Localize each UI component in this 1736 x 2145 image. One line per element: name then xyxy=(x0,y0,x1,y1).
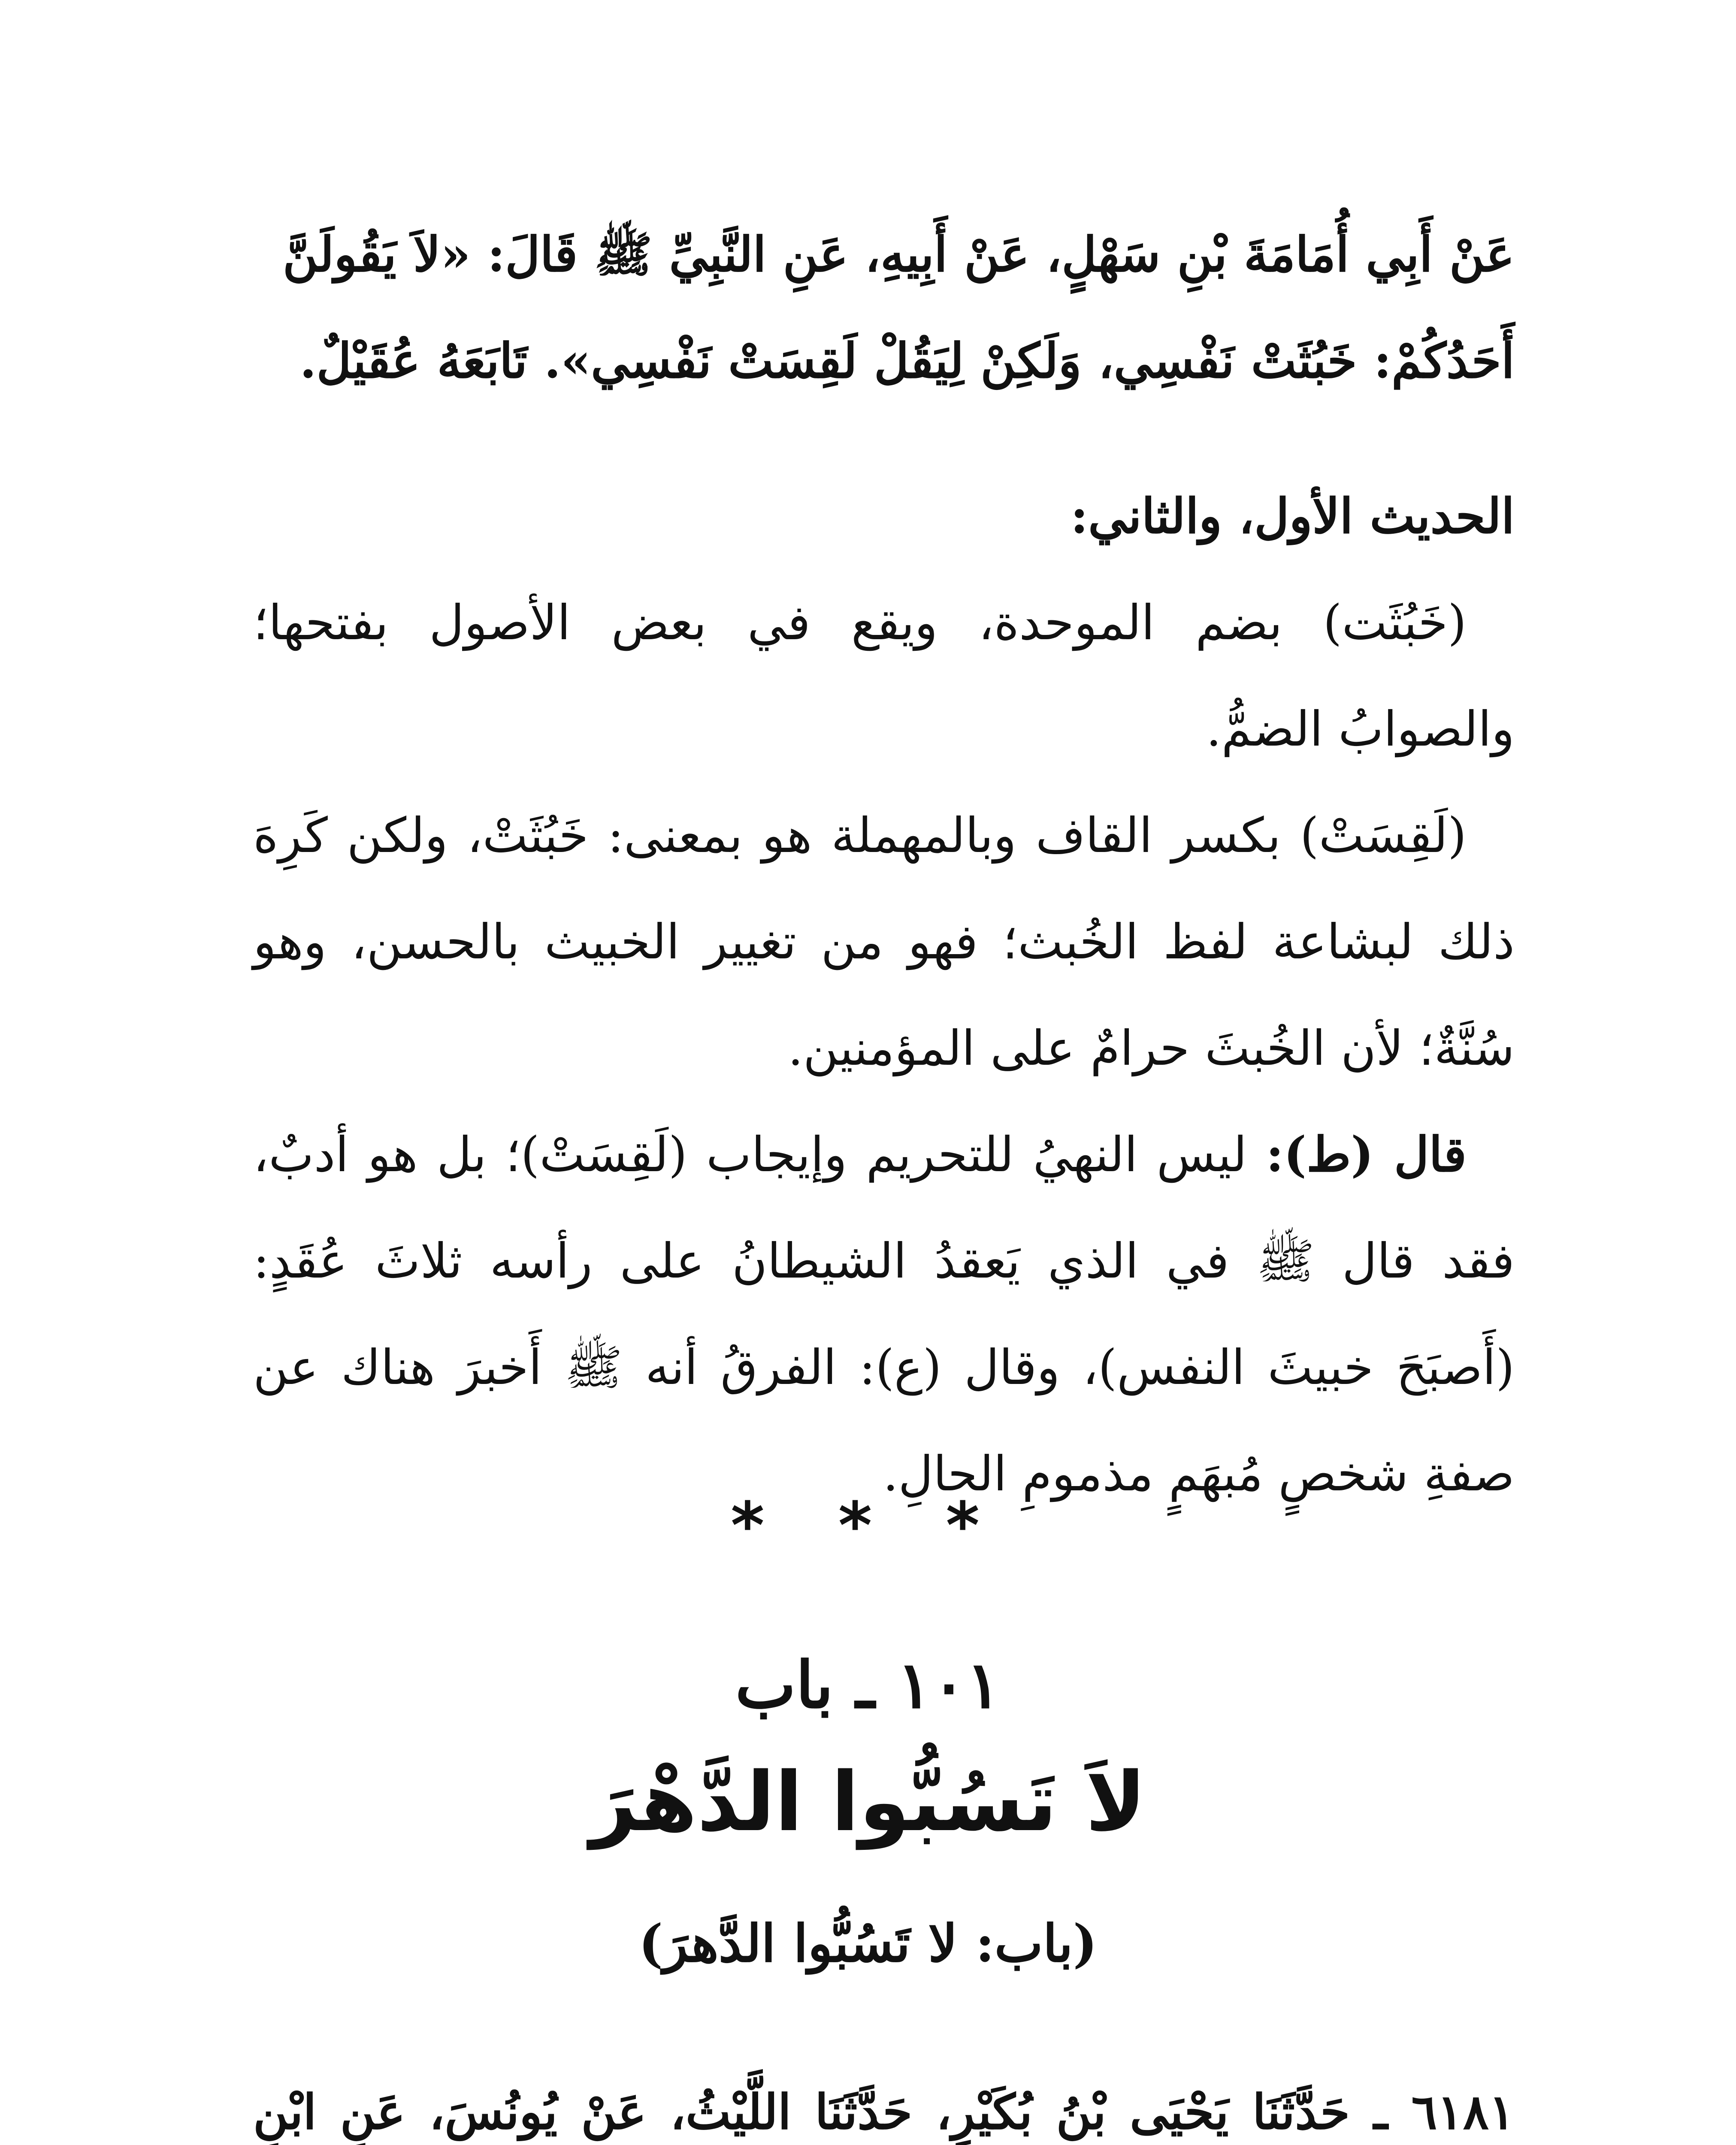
section-separator: * * * xyxy=(731,1489,1005,1563)
hadith-top-block xyxy=(253,202,1515,414)
chapter-number: ١٠١ ـ باب xyxy=(735,1647,1001,1723)
commentary-paragraph-3 xyxy=(253,1102,1515,1527)
commentary-heading: الحديث الأول، والثاني: xyxy=(1070,488,1515,544)
hadith-top-line-1: عَنْ أَبِي أُمَامَةَ بْنِ سَهْلٍ، عَنْ أَبِيهِ، عَنِ النَّبِيِّ ﷺ قَالَ: «لاَ يَقُولَنَّ xyxy=(282,227,1515,283)
hadith-top-line-2: أَحَدُكُمْ: خَبُثَتْ نَفْسِي، وَلَكِنْ لِيَقُلْ لَقِسَتْ نَفْسِي». تَابَعَهُ عُقَيْلٌ. xyxy=(299,333,1515,389)
commentary-paragraph-2: (لَقِسَتْ) بكسر القاف وبالمهملة هو بمعنى: خَبُثَتْ، ولكن كَرِهَ ذلك لبشاعة لفظ الخُبث؛ فهو من تغيير الخبيث بالحسن، وهو سُنَّةٌ؛ لأن الخُبثَ حرامٌ على المؤمنين. xyxy=(253,808,1515,1076)
commentary-paragraph-3-body: ليس النهيُ للتحريم وإيجاب (لَقِسَتْ)؛ بل هو أدبٌ، فقد قال ﷺ في الذي يَعقدُ الشيطانُ على رأسه ثلاثَ عُقَدٍ: (أَصبَحَ خبيثَ النفس)، وقال (ع): الفرقُ أنه ﷺ أَخبرَ هناك عن صفةِ شخصٍ مُبهَمٍ مذمومِ الحالِ. xyxy=(253,1127,1515,1502)
chapter-subtitle: (باب: لا تَسُبُّوا الدَّهرَ) xyxy=(638,1913,1098,1974)
chapter-title: لاَ تَسُبُّوا الدَّهْرَ xyxy=(590,1755,1146,1849)
commentary-block xyxy=(253,463,1515,1527)
hadith-bottom-block xyxy=(253,2059,1515,2145)
hadith-bottom-text: ٦١٨١ ـ حَدَّثَنَا يَحْيَى بْنُ بُكَيْرٍ، حَدَّثَنَا اللَّيْثُ، عَنْ يُونُسَ، عَنِ ابْنِ xyxy=(253,2084,1515,2140)
commentary-paragraph-1: (خَبُثَت) بضم الموحدة، ويقع في بعض الأصول بفتحها؛ والصوابُ الضمُّ. xyxy=(253,595,1515,757)
commentary-paragraph-3-lead: قال (ط): xyxy=(1266,1127,1467,1183)
